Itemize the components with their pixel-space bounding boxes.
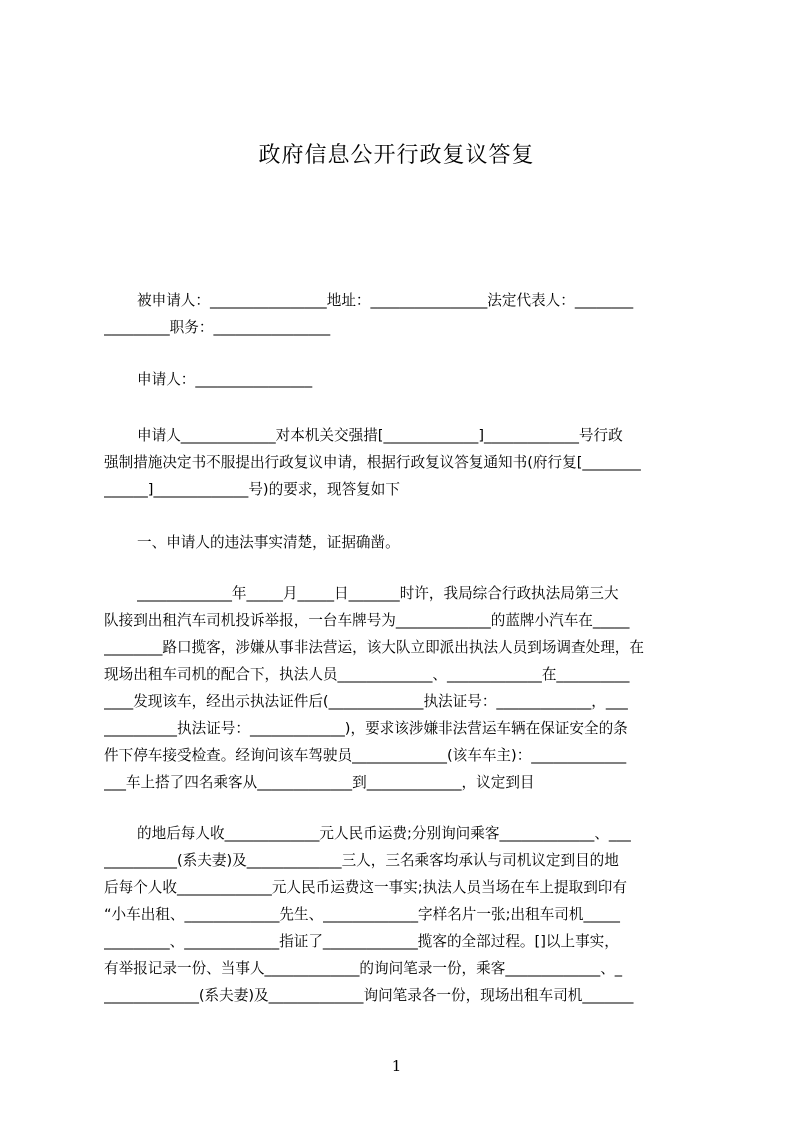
paragraph-line: 队接到出租汽车司机投诉举报，一台车牌号为_____________的蓝牌小汽车在_____	[104, 612, 630, 629]
paragraph-line: _____________(系夫妻)及_____________询问笔录各一份，现场出租车司机_______	[104, 987, 634, 1004]
paragraph-line: 的地后每人收_____________元人民币运费;分别询问乘客_____________、___	[137, 825, 631, 842]
paragraph-line: 现场出租车司机的配合下，执法人员_____________、_____________在__________	[104, 666, 630, 683]
page-number: 1	[391, 1057, 402, 1075]
paragraph-line: 件下停车接受检查。经询问该车驾驶员_____________(该车车主)：_____________	[104, 747, 627, 764]
respondent-line: 被申请人：________________地址：________________法定代表人：________	[137, 292, 634, 309]
paragraph-line: __________(系夫妻)及_____________三人，三名乘客均承认与司机议定到目的地	[104, 852, 619, 869]
applicant-line: 申请人：________________	[137, 371, 313, 388]
paragraph-line: 强制措施决定书不服提出行政复议申请，根据行政复议答复通知书(府行复[________	[104, 454, 641, 471]
document-title: 政府信息公开行政复议答复	[258, 143, 535, 168]
paragraph-line: “小车出租、_____________先生、_____________字样名片一张;出租车司机_____	[104, 906, 620, 923]
paragraph-line: ____发现该车，经出示执法证件后(_____________执法证号：_____________，___	[104, 693, 628, 710]
paragraph-line: _____________年_____月_____日_______时许，我局综合行政执法局第三大	[137, 585, 619, 602]
respondent-line-cont: _________职务：________________	[104, 319, 331, 336]
paragraph-line: ___车上搭了四名乘客从_____________到_____________，议定到目	[104, 774, 535, 791]
paragraph-line: 有举报记录一份、当事人_____________的询问笔录一份，乘客_____________、_	[104, 960, 623, 977]
paragraph-line: ________路口揽客，涉嫌从事非法营运，该大队立即派出执法人员到场调查处理，在	[104, 639, 644, 656]
paragraph-line: __________执法证号：_____________)，要求该涉嫌非法营运车辆在保证安全的条	[104, 720, 628, 737]
section-heading: 一、申请人的违法事实清楚，证据确凿。	[137, 534, 400, 551]
paragraph-line: 后每个人收_____________元人民币运费这一事实;执法人员当场在车上提取到印有	[104, 879, 627, 896]
paragraph-line: ______]_____________号)的要求，现答复如下	[104, 481, 400, 498]
paragraph-line: _________、_____________指证了_____________揽客的全部过程。[]以上事实，	[104, 933, 619, 950]
paragraph-line: 申请人_____________对本机关交强措[_____________]_____________号行政	[137, 427, 623, 444]
